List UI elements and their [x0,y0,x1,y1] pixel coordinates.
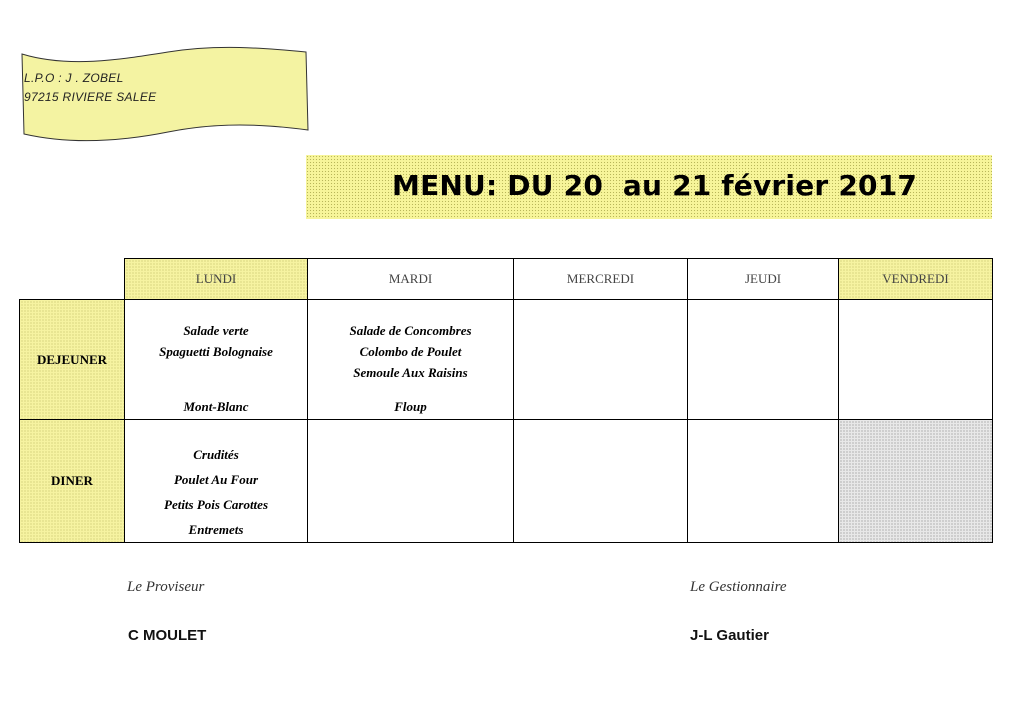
table-row-diner [20,420,993,543]
signature-name-gestionnaire: J-L Gautier [690,627,769,644]
title-box [306,155,992,219]
day-header: MERCREDI [514,259,688,300]
school-address: 97215 RIVIERE SALEE [24,90,157,104]
meal-cell [688,420,839,543]
dessert: Mont-Blanc [183,399,249,414]
dish: Entremets [188,522,244,537]
row-header-diner: DINER [20,420,125,543]
meal-cell [514,300,688,420]
dish: Salade de Concombres [349,323,472,338]
dish: Spaguetti Bolognaise [159,344,273,359]
day-header: JEUDI [688,259,839,300]
dish: Semoule Aux Raisins [353,365,468,380]
meal-cell [308,300,514,420]
dish: Crudités [193,447,239,462]
day-header: LUNDI [125,259,308,300]
meal-cell [839,300,993,420]
dish: Poulet Au Four [173,472,259,487]
dessert: Floup [394,399,427,414]
day-header: MARDI [308,259,514,300]
menu-table [19,258,993,543]
table-row-dejeuner [20,300,993,420]
meal-cell-shaded [839,420,993,543]
signature-label-proviseur: Le Proviseur [127,579,205,595]
meal-cell [125,420,308,543]
meal-cell [125,300,308,420]
meal-cell [514,420,688,543]
row-header-dejeuner: DEJEUNER [20,300,125,420]
table-corner [20,259,125,300]
dish: Petits Pois Carottes [164,497,268,512]
meal-cell [688,300,839,420]
page-title: MENU: DU 20 au 21 février 2017 [392,169,918,202]
school-name: L.P.O : J . ZOBEL [24,71,124,85]
meal-cell [308,420,514,543]
signature-label-gestionnaire: Le Gestionnaire [690,579,787,595]
signature-name-proviseur: C MOULET [128,627,207,644]
day-header: VENDREDI [839,259,993,300]
dish: Colombo de Poulet [359,344,462,359]
dish: Salade verte [183,323,249,338]
table-header-row [20,259,993,300]
